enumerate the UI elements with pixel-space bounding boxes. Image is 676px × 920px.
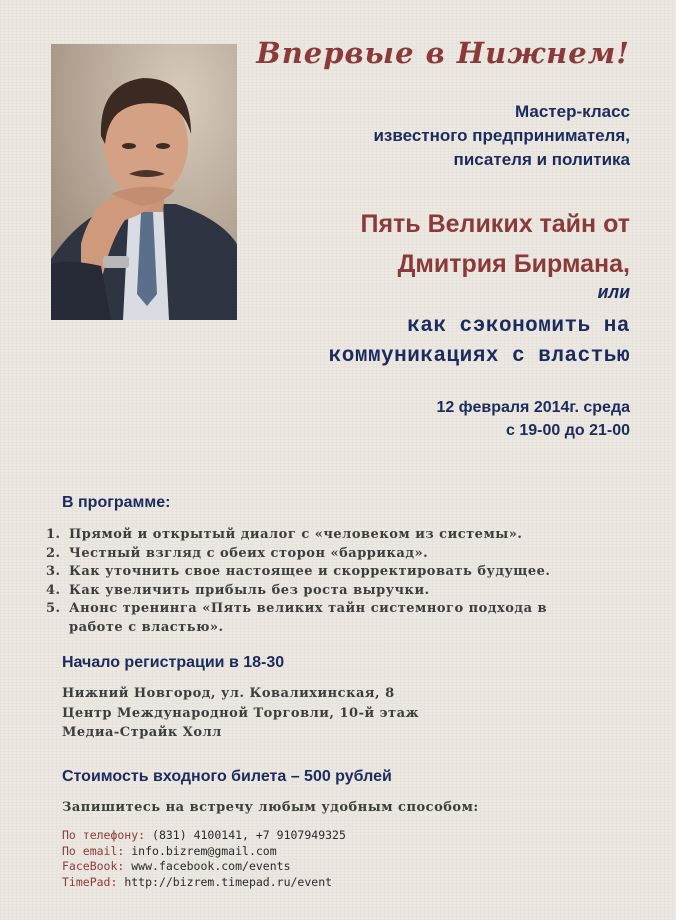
address-line: Медиа-Страйк Холл	[62, 725, 222, 740]
title-line: Дмитрия Бирмана,	[397, 250, 630, 278]
list-item	[46, 563, 550, 582]
address-line: Центр Международной Торговли, 10-й этаж	[62, 705, 420, 721]
event-datetime	[436, 396, 630, 442]
subtitle-line: Мастер-класс	[515, 102, 630, 121]
item-number: 2.	[46, 545, 61, 561]
contact-timepad	[62, 875, 346, 891]
title-line: Пять Великих тайн от	[360, 210, 630, 238]
event-subtitle	[373, 100, 630, 172]
item-number: 5.	[46, 601, 61, 616]
program-list	[46, 526, 550, 637]
contact-value: (831) 4100141, +7 9107949325	[152, 828, 346, 842]
contact-label: По телефону:	[62, 828, 146, 842]
item-number: 1.	[46, 527, 61, 542]
registration-start: Начало регистрации в 18-30	[62, 654, 285, 671]
item-text: работе с властью».	[69, 619, 224, 635]
item-text: Как увеличить прибыль без роста выручки.	[69, 582, 430, 598]
contacts-list	[62, 828, 346, 890]
subtitle-line: известного предпринимателя,	[373, 126, 630, 145]
contact-value: http://bizrem.timepad.ru/event	[124, 874, 333, 889]
portrait-photo	[51, 44, 237, 320]
event-title	[360, 204, 630, 284]
event-tagline	[329, 312, 630, 372]
list-item	[46, 600, 550, 619]
signup-prompt: Запишитесь на встречу любым удобным способом:	[62, 800, 479, 815]
program-heading: В программе:	[62, 494, 171, 511]
item-text: Прямой и открытый диалог с «человеком из системы».	[69, 527, 523, 542]
contact-label: TimePad:	[62, 874, 118, 889]
list-item	[46, 526, 550, 545]
event-date: 12 февраля 2014г. среда	[436, 399, 630, 416]
contact-phone	[62, 828, 346, 844]
list-item	[46, 619, 550, 638]
ticket-price: Стоимость входного билета – 500 рублей	[62, 768, 392, 785]
list-item	[46, 545, 550, 564]
venue-address	[62, 684, 419, 743]
item-text: Как уточнить свое настоящее и скорректировать будущее.	[69, 564, 551, 579]
contact-label: FaceBook:	[62, 859, 125, 873]
list-item	[46, 582, 550, 601]
contact-email	[62, 844, 346, 860]
contact-value: info.bizrem@gmail.com	[131, 843, 277, 858]
tagline-line: как сэкономить на	[407, 315, 630, 338]
contact-label: По email:	[62, 843, 125, 858]
item-number: 4.	[46, 582, 61, 598]
subtitle-line: писателя и политика	[453, 150, 630, 169]
headline: Впервые в Нижнем!	[256, 36, 630, 70]
contact-facebook	[62, 859, 346, 875]
title-conjunction: или	[597, 284, 630, 304]
item-number: 3.	[46, 564, 61, 579]
contact-value: www.facebook.com/events	[131, 859, 291, 873]
item-text: Честный взгляд с обеих сторон «баррикад».	[69, 545, 429, 561]
address-line: Нижний Новгород, ул. Ковалихинская, 8	[62, 686, 395, 701]
item-text: Анонс тренинга «Пять великих тайн системного подхода в	[69, 601, 548, 616]
item-number	[46, 619, 69, 638]
event-time: с 19-00 до 21-00	[505, 422, 630, 439]
tagline-line: коммуникациях с властью	[328, 345, 630, 368]
